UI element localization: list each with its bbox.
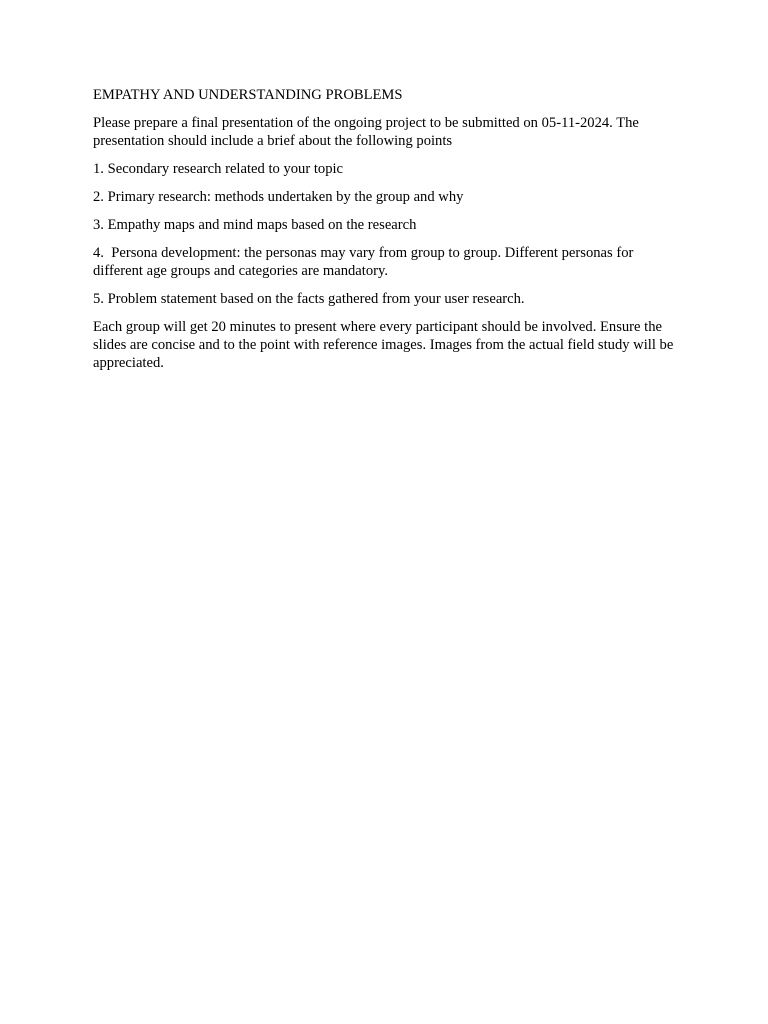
point-1: 1. Secondary research related to your topic	[93, 161, 344, 177]
closing-paragraph: Each group will get 20 minutes to present where every participant should be involved. Ensure the slides are concise and to the point with reference images. Images from the actual field study will be appreciated.	[93, 319, 674, 371]
point-5: 5. Problem statement based on the facts gathered from your user research.	[93, 291, 525, 307]
document-title: EMPATHY AND UNDERSTANDING PROBLEMS	[93, 87, 403, 103]
document-page	[93, 86, 683, 382]
point-2: 2. Primary research: methods undertaken by the group and why	[93, 189, 464, 205]
intro-paragraph: Please prepare a final presentation of the ongoing project to be submitted on 05-11-2024. The presentation should include a brief about the following points	[93, 115, 639, 149]
point-4: 4. Persona development: the personas may vary from group to group. Different personas for different age groups and categories are mandatory.	[93, 245, 638, 279]
point-3: 3. Empathy maps and mind maps based on the research	[93, 217, 417, 233]
